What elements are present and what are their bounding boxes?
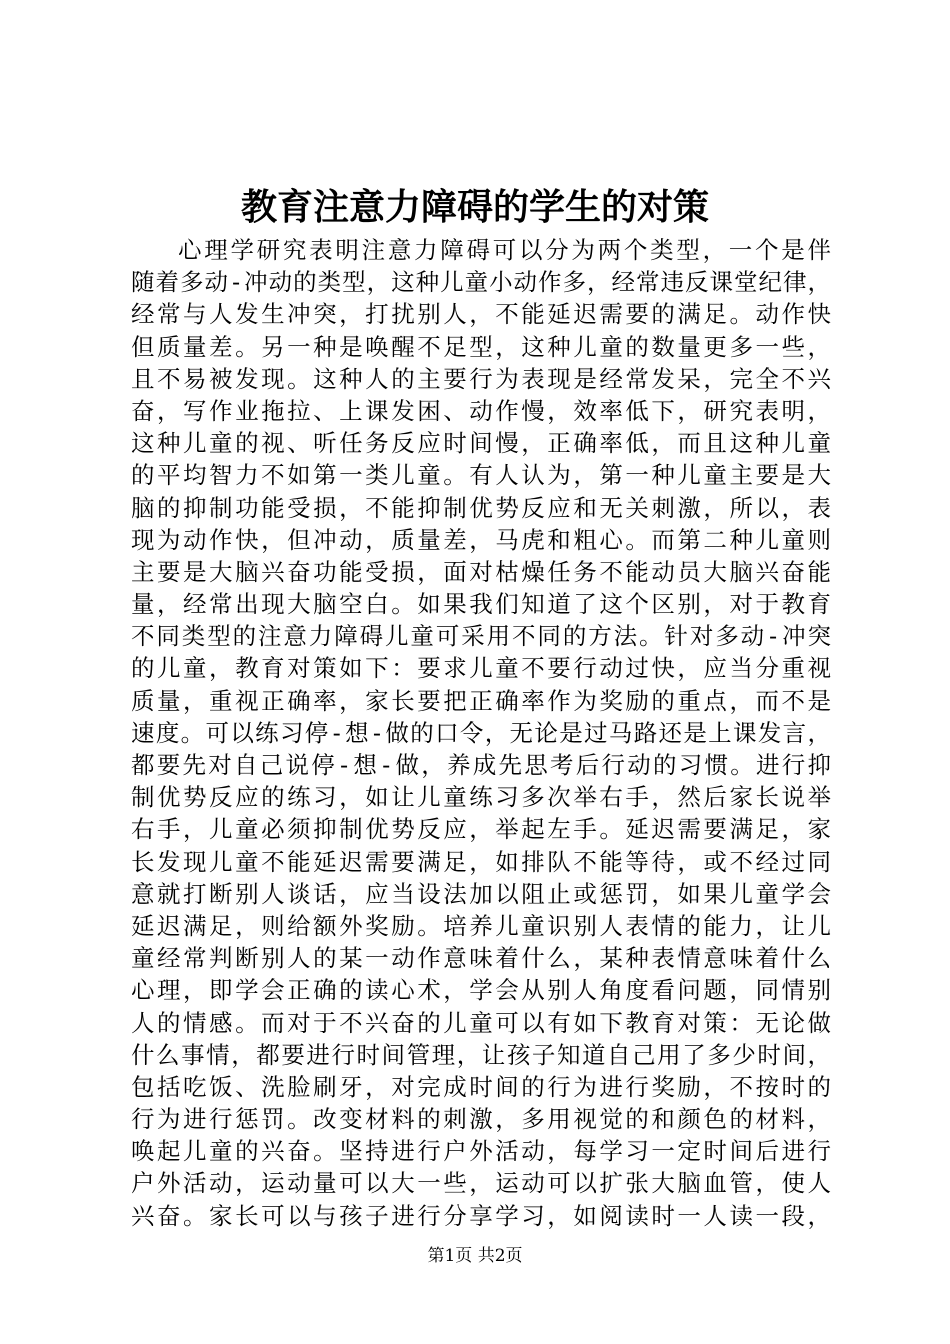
- text-line: 户外活动，运动量可以大一些，运动可以扩张大脑血管，使人: [131, 1169, 831, 1198]
- text-line: 脑的抑制功能受损，不能抑制优势反应和无关刺激，所以，表: [131, 493, 831, 522]
- text-line: 奋，写作业拖拉、上课发困、动作慢，效率低下，研究表明，: [131, 396, 831, 425]
- document-title: 教育注意力障碍的学生的对策: [240, 186, 709, 228]
- text-line: 质量，重视正确率，家长要把正确率作为奖励的重点，而不是: [131, 686, 831, 715]
- text-line: 主要是大脑兴奋功能受损，面对枯燥任务不能动员大脑兴奋能: [131, 557, 831, 586]
- body-paragraph: [131, 234, 831, 1232]
- text-line: 童经常判断别人的某一动作意味着什么，某种表情意味着什么: [131, 944, 831, 973]
- text-line: 速度。可以练习停-想-做的口令，无论是过马路还是上课发言，: [131, 718, 831, 747]
- text-line: 但质量差。另一种是唤醒不足型，这种儿童的数量更多一些，: [131, 332, 831, 361]
- text-line: 长发现儿童不能延迟需要满足，如排队不能等待，或不经过同: [131, 847, 831, 876]
- text-line: 的儿童，教育对策如下：要求儿童不要行动过快，应当分重视: [131, 654, 831, 683]
- text-line: 心理，即学会正确的读心术，学会从别人角度看问题，同情别: [131, 976, 831, 1005]
- text-line: 包括吃饭、洗脸刷牙，对完成时间的行为进行奖励，不按时的: [131, 1072, 831, 1101]
- text-line: 右手，儿童必须抑制优势反应，举起左手。延迟需要满足，家: [131, 815, 831, 844]
- page-number-footer: 第1页 共2页: [427, 1246, 523, 1266]
- text-line: 不同类型的注意力障碍儿童可采用不同的方法。针对多动-冲突: [131, 622, 831, 651]
- text-line: 这种儿童的视、听任务反应时间慢，正确率低，而且这种儿童: [131, 429, 831, 458]
- text-line: 都要先对自己说停-想-做，养成先思考后行动的习惯。进行抑: [131, 751, 831, 779]
- text-line: 经常与人发生冲突，打扰别人，不能延迟需要的满足。动作快: [131, 300, 831, 329]
- text-line: 兴奋。家长可以与孩子进行分享学习，如阅读时一人读一段，: [131, 1201, 831, 1230]
- text-line: 行为进行惩罚。改变材料的刺激，多用视觉的和颜色的材料，: [131, 1105, 831, 1134]
- text-line: 意就打断别人谈话，应当设法加以阻止或惩罚，如果儿童学会: [131, 879, 831, 908]
- text-line: 量，经常出现大脑空白。如果我们知道了这个区别，对于教育: [131, 590, 831, 619]
- text-line: 什么事情，都要进行时间管理，让孩子知道自己用了多少时间，: [131, 1040, 831, 1069]
- text-line: 现为动作快，但冲动，质量差，马虎和粗心。而第二种儿童则: [131, 525, 831, 554]
- text-line: 的平均智力不如第一类儿童。有人认为，第一种儿童主要是大: [131, 461, 831, 490]
- text-line: 唤起儿童的兴奋。坚持进行户外活动，每学习一定时间后进行: [131, 1137, 831, 1166]
- text-line: 制优势反应的练习，如让儿童练习多次举右手，然后家长说举: [131, 783, 831, 812]
- text-line: 人的情感。而对于不兴奋的儿童可以有如下教育对策：无论做: [131, 1008, 831, 1037]
- text-line: 延迟满足，则给额外奖励。培养儿童识别人表情的能力，让儿: [131, 911, 831, 940]
- text-line: 心理学研究表明注意力障碍可以分为两个类型，一个是伴: [178, 236, 831, 264]
- text-line: 随着多动-冲动的类型，这种儿童小动作多，经常违反课堂纪律，: [131, 268, 831, 297]
- text-line: 且不易被发现。这种人的主要行为表现是经常发呆，完全不兴: [131, 364, 831, 393]
